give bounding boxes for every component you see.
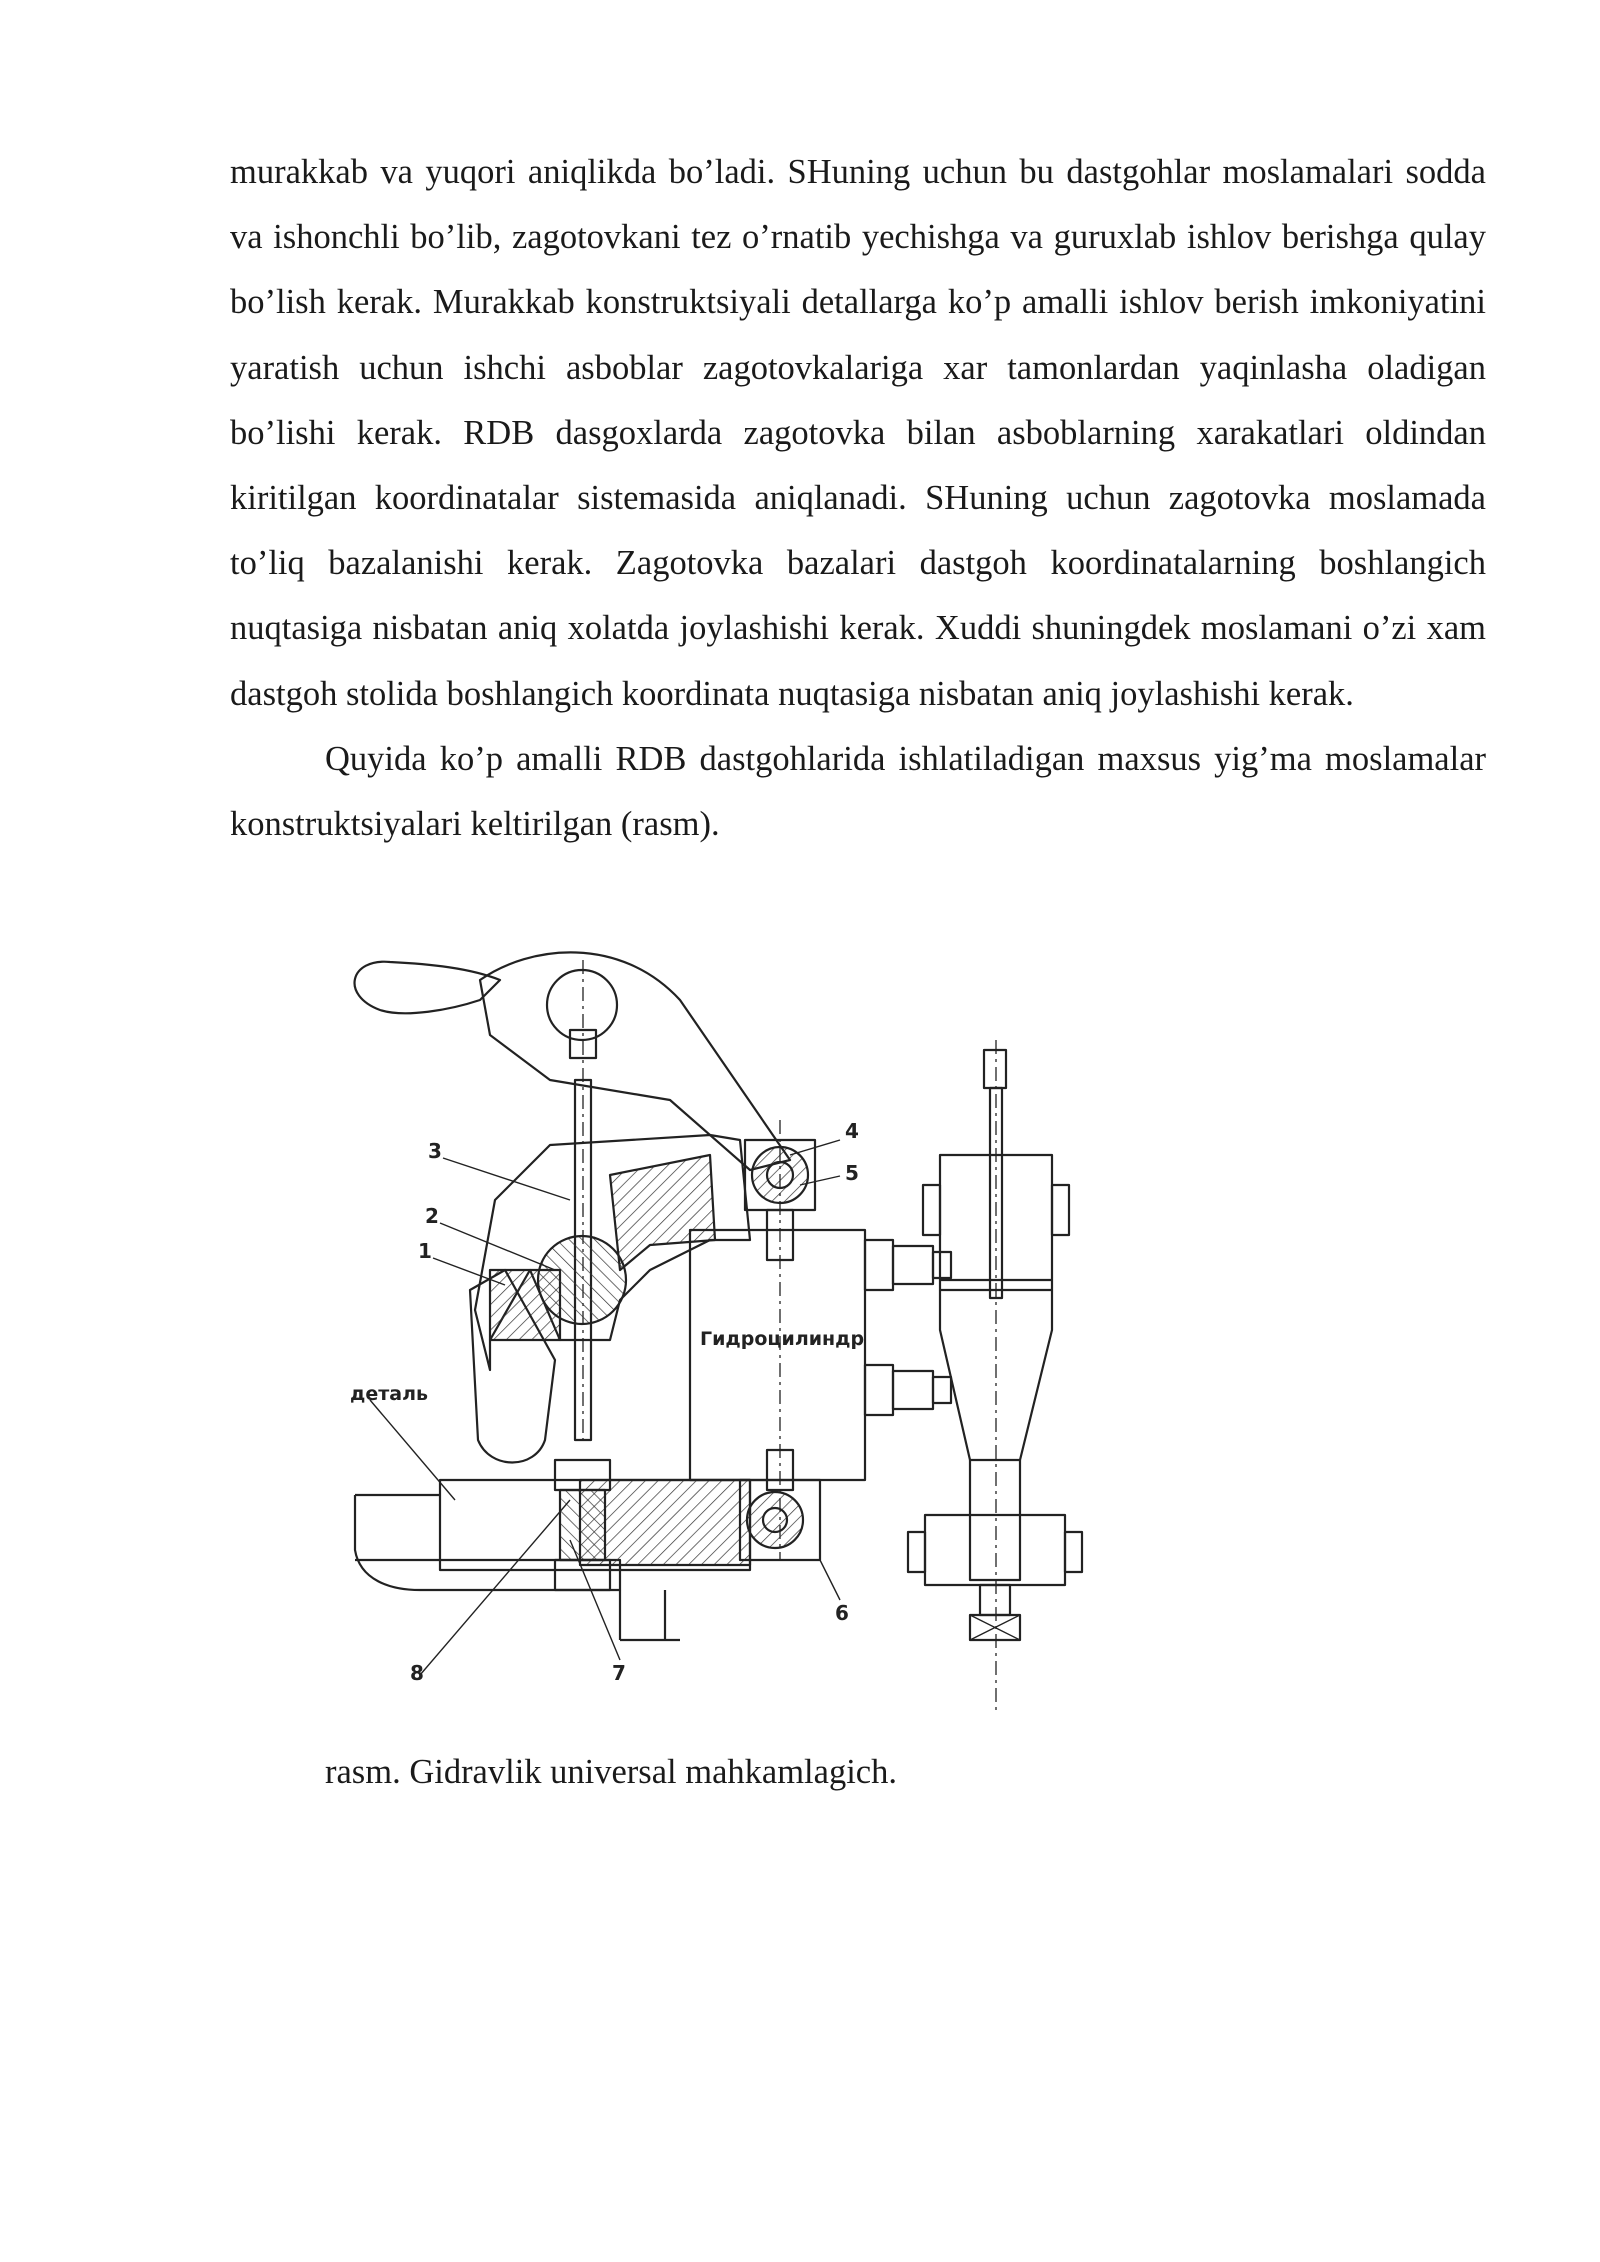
label-5: 5 (845, 1161, 859, 1185)
technical-drawing-svg (320, 940, 1220, 1710)
figure-caption: rasm. Gidravlik universal mahkamlagich. (325, 1753, 897, 1791)
label-6: 6 (835, 1601, 849, 1625)
label-1: 1 (418, 1239, 432, 1263)
paragraph-2: Quyida ko’p amalli RDB dastgohlarida ishlatiladigan maxsus yig’ma moslamalar konstruktsiyalari keltirilgan (rasm). (230, 739, 1486, 844)
hydrocylinder-body (690, 1230, 865, 1480)
lever-handle (355, 962, 500, 1014)
clamp-drawing (320, 940, 1220, 1710)
label-8: 8 (410, 1661, 424, 1685)
label-hydrocylinder: Гидроцилиндр (700, 1328, 865, 1350)
label-7: 7 (612, 1661, 626, 1685)
label-3: 3 (428, 1139, 442, 1163)
label-4: 4 (845, 1119, 859, 1143)
paragraph-1: murakkab va yuqori aniqlikda bo’ladi. SHuning uchun bu dastgohlar moslamalari sodda va ishonchli bo’lib, zagotovkani tez o’rnatib yechishga va guruxlab ishlov berishga qulay bo’lish kerak. Murakkab konstruktsiyali detallarga ko’p amalli ishlov berish imkoniyatini yaratish uchun ishchi asboblar zagotovkalariga xar tamonlardan yaqinlasha oladigan bo’lishi kerak. RDB dasgoxlarda zagotovka bilan asboblarning xarakatlari oldindan kiritilgan koordinatalar sistemasida aniqlanadi. SHuning uchun zagotovka moslamada to’liq bazalanishi kerak. Zagotovka bazalari dastgoh koordinatalarning boshlangich nuqtasiga nisbatan aniq xolatda joylashishi kerak. Xuddi shuningdek moslamani o’zi xam dastgoh stolida boshlangich koordinata nuqtasiga nisbatan aniq joylashishi kerak. (230, 153, 1486, 713)
label-detail: деталь (350, 1383, 428, 1405)
label-2: 2 (425, 1204, 439, 1228)
body-text (230, 140, 1486, 857)
lever-body (480, 952, 790, 1170)
